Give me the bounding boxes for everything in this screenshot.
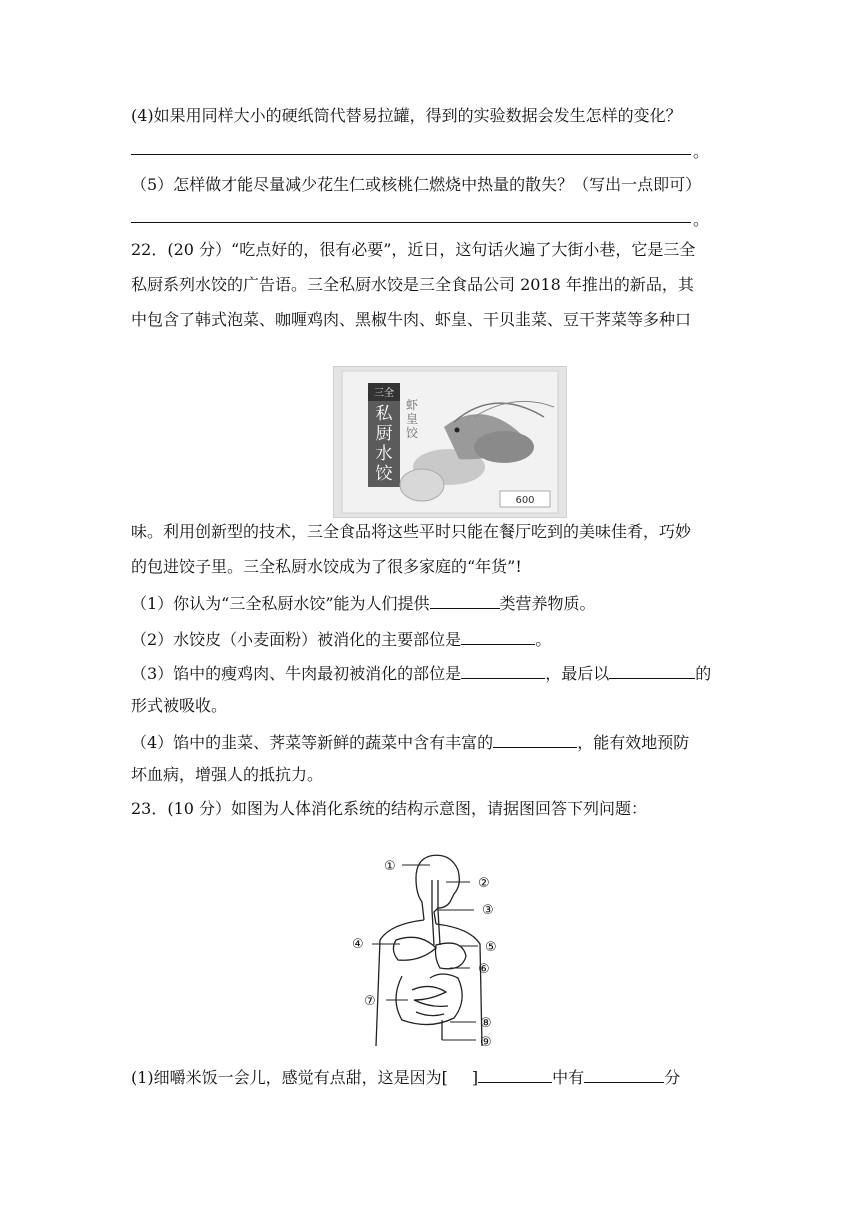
svg-text:饺: 饺 [375, 464, 393, 484]
label-3: ③ [482, 903, 494, 918]
svg-text:水: 水 [375, 444, 393, 464]
brand-logo: 三全 [374, 388, 394, 399]
q22-text-line4: 味。利用创新型的技术，三全食品将这些平时只能在餐厅吃到的美味佳肴，巧妙 [131, 522, 692, 541]
answer-blank[interactable] [584, 1064, 664, 1083]
svg-text:虾: 虾 [405, 398, 419, 412]
q22-sub4-cont: 坏血病，增强人的抵抗力。 [131, 765, 324, 784]
q23-sub1: (1)细嚼米饭一会儿，感觉有点甜，这是因为[ ] 中有 分 [131, 1064, 680, 1090]
label-1: ① [384, 859, 396, 874]
end-mark: 。 [693, 142, 710, 161]
answer-line [131, 222, 691, 223]
q22-text-line3: 中包含了韩式泡菜、咖喱鸡肉、黑椒牛肉、虾皇、干贝韭菜、豆干荠菜等多种口 [131, 310, 692, 329]
q22-sub3-cont: 形式被吸收。 [131, 696, 228, 715]
answer-blank[interactable] [461, 626, 535, 645]
label-5: ⑤ [485, 940, 497, 955]
answer-blank[interactable] [478, 1064, 552, 1083]
answer-blank[interactable] [461, 660, 545, 679]
label-2: ② [478, 876, 490, 891]
answer-blank[interactable] [609, 660, 695, 679]
digestive-system-diagram [350, 850, 505, 1050]
q22-sub2: （2）水饺皮（小麦面粉）被消化的主要部位是 。 [131, 626, 551, 652]
q22-text-line5: 的包进饺子里。三全私厨水饺成为了很多家庭的“年货”! [131, 557, 522, 576]
label-8: ⑧ [480, 1016, 492, 1031]
q22-sub3: （3）馅中的瘦鸡肉、牛肉最初被消化的部位是 ，最后以 的 [131, 660, 711, 686]
label-9: ⑨ [480, 1035, 492, 1050]
label-7: ⑦ [364, 994, 376, 1009]
answer-blank[interactable] [430, 590, 500, 609]
q21-item4: (4)如果用同样大小的硬纸筒代替易拉罐，得到的实验数据会发生怎样的变化？ [131, 106, 682, 125]
svg-text:饺: 饺 [405, 426, 419, 440]
label-6: ⑥ [478, 962, 490, 977]
q22-text-line1: 22．(20 分）“吃点好的，很有必要”，近日，这句话火遍了大街小巷，它是三全 [131, 240, 696, 259]
svg-text:皇: 皇 [405, 412, 419, 426]
q22-sub4: （4）馅中的韭菜、荠菜等新鲜的蔬菜中含有丰富的 ，能有效地预防 [131, 729, 689, 755]
dumpling-package-image [333, 366, 567, 518]
label-4: ④ [352, 937, 364, 952]
end-mark: 。 [693, 210, 710, 229]
answer-line [131, 154, 691, 155]
answer-blank[interactable] [493, 729, 577, 748]
weight-label: 600 [515, 495, 535, 506]
q21-item5: （5）怎样做才能尽量减少花生仁或核桃仁燃烧中热量的散失？（写出一点即可） [131, 175, 702, 194]
q22-text-line2: 私厨系列水饺的广告语。三全私厨水饺是三全食品公司 2018 年推出的新品，其 [131, 275, 694, 294]
q22-sub1: （1）你认为“三全私厨水饺”能为人们提供 类营养物质。 [131, 590, 596, 616]
svg-text:厨: 厨 [375, 424, 393, 444]
q23-text-line1: 23．(10 分）如图为人体消化系统的结构示意图，请据图回答下列问题： [131, 799, 648, 818]
svg-text:私: 私 [375, 404, 393, 424]
